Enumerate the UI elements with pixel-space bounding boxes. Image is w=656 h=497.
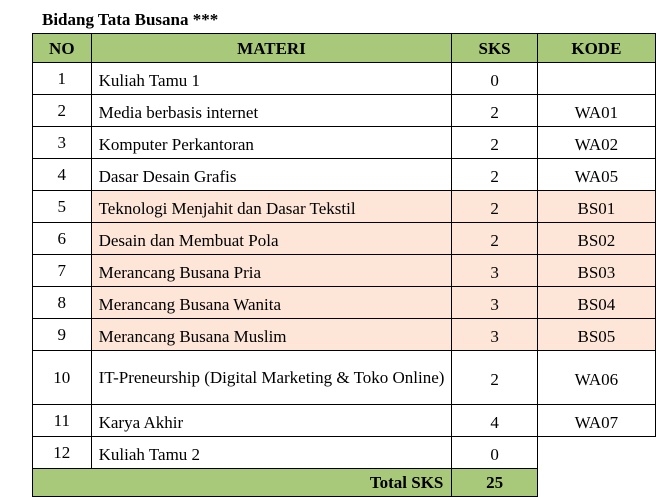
row-kode: WA06 [537, 351, 655, 405]
row-sks: 0 [452, 63, 537, 95]
row-no: 8 [33, 287, 92, 319]
row-no: 1 [33, 63, 92, 95]
table-row [33, 351, 656, 405]
total-value: 25 [452, 469, 537, 497]
row-no: 7 [33, 255, 92, 287]
row-materi: Media berbasis internet [91, 95, 452, 127]
table-row [33, 437, 656, 469]
table-row [33, 319, 656, 351]
row-kode: BS04 [537, 287, 655, 319]
row-no: 3 [33, 127, 92, 159]
row-no: 11 [33, 405, 92, 437]
row-kode: BS02 [537, 223, 655, 255]
row-sks: 3 [452, 287, 537, 319]
row-no: 5 [33, 191, 92, 223]
row-kode: WA07 [537, 405, 655, 437]
total-empty-cell [537, 469, 655, 497]
row-materi: Desain dan Membuat Pola [91, 223, 452, 255]
row-materi: Merancang Busana Muslim [91, 319, 452, 351]
row-kode: WA05 [537, 159, 655, 191]
curriculum-table [32, 33, 656, 497]
table-row [33, 95, 656, 127]
total-row [33, 469, 656, 497]
table-row [33, 159, 656, 191]
row-materi: Teknologi Menjahit dan Dasar Tekstil [91, 191, 452, 223]
row-materi: Kuliah Tamu 1 [91, 63, 452, 95]
row-kode: WA01 [537, 95, 655, 127]
row-sks: 4 [452, 405, 537, 437]
row-sks: 3 [452, 319, 537, 351]
row-sks: 2 [452, 351, 537, 405]
row-kode: BS01 [537, 191, 655, 223]
row-kode: WA02 [537, 127, 655, 159]
row-no: 12 [33, 437, 92, 469]
row-materi: Dasar Desain Grafis [91, 159, 452, 191]
row-no: 4 [33, 159, 92, 191]
row-sks: 2 [452, 159, 537, 191]
row-no: 9 [33, 319, 92, 351]
row-materi: Kuliah Tamu 2 [91, 437, 452, 469]
row-sks: 2 [452, 127, 537, 159]
document-title: Bidang Tata Busana *** [42, 10, 219, 29]
table-row [33, 223, 656, 255]
row-sks: 2 [452, 95, 537, 127]
table-row [33, 63, 656, 95]
table-row [33, 287, 656, 319]
row-materi: Merancang Busana Wanita [91, 287, 452, 319]
row-no: 10 [33, 351, 92, 405]
row-kode: BS03 [537, 255, 655, 287]
total-label: Total SKS [33, 469, 452, 497]
row-kode [537, 437, 655, 469]
table-row [33, 255, 656, 287]
row-sks: 2 [452, 223, 537, 255]
header-no: NO [33, 34, 92, 63]
table-row [33, 191, 656, 223]
row-materi: Merancang Busana Pria [91, 255, 452, 287]
row-sks: 3 [452, 255, 537, 287]
row-kode: BS05 [537, 319, 655, 351]
row-no: 2 [33, 95, 92, 127]
row-materi: IT-Preneurship (Digital Marketing & Toko Online) [91, 351, 452, 405]
header-materi: MATERI [91, 34, 452, 63]
row-sks: 0 [452, 437, 537, 469]
table-header-row [33, 34, 656, 63]
table-row [33, 127, 656, 159]
row-no: 6 [33, 223, 92, 255]
header-sks: SKS [452, 34, 537, 63]
table-row [33, 405, 656, 437]
row-materi: Komputer Perkantoran [91, 127, 452, 159]
row-materi: Karya Akhir [91, 405, 452, 437]
row-kode [537, 63, 655, 95]
header-kode: KODE [537, 34, 655, 63]
row-sks: 2 [452, 191, 537, 223]
